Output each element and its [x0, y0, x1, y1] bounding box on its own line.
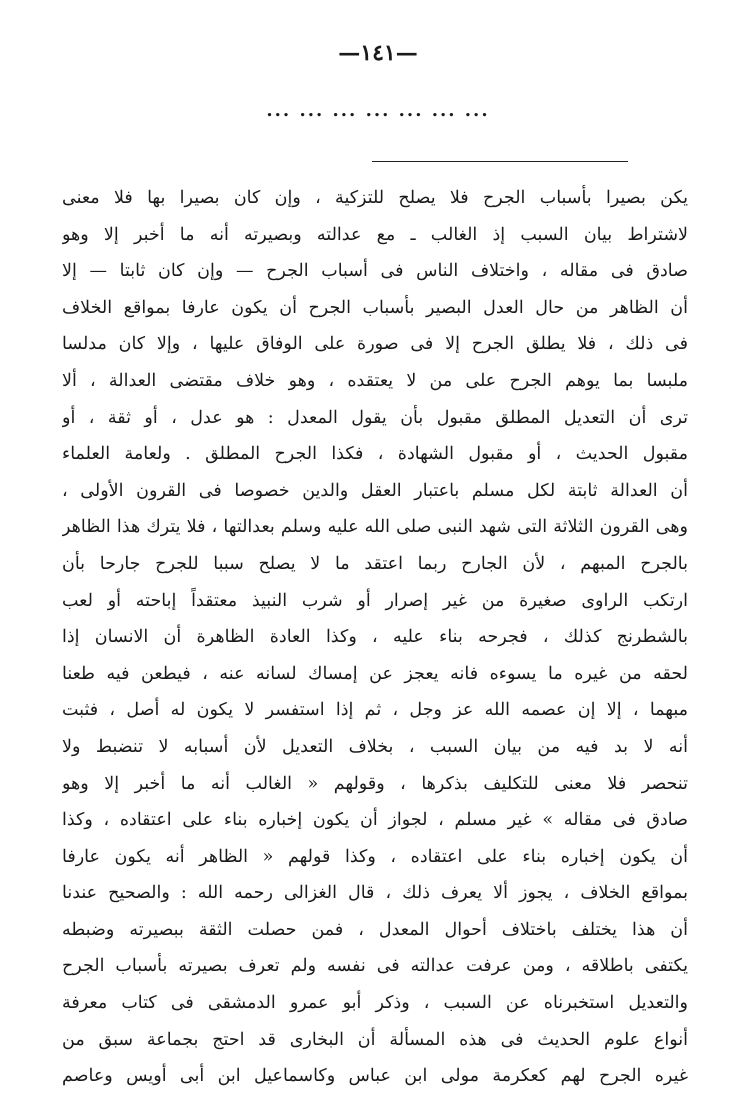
- text-line: غيره الجرح لهم كعكرمة مولى ابن عباس وكاسماعيل ابن أبى أويس وعاصم: [62, 1066, 688, 1087]
- text-line: لحقه من غيره ما يسوءه فانه يعجز عن إمساك لسانه عنه ، فيطعن فيه طعنا: [62, 663, 688, 684]
- text-line: وهى القرون الثلاثة التى شهد النبى صلى الله عليه وسلم بعدالتها ، فلا يترك هذا الظاهر: [62, 517, 688, 538]
- page-number: —١٤١—: [338, 40, 418, 66]
- text-line: مقبول الحديث ، أو مقبول الشهادة ، فكذا الجرح المطلق . ولعامة العلماء: [62, 444, 688, 465]
- text-line: يكتفى باطلاقه ، ومن عرفت عدالته فى نفسه ولم تعرف بصيرته بأسباب الجرح: [62, 956, 688, 977]
- text-line: أن العدالة ثابتة لكل مسلم باعتبار العقل والدين خصوصا فى القرون الأولى ،: [62, 480, 688, 501]
- section-divider: [372, 161, 628, 162]
- text-line: بالشطرنج كذلك ، فجرحه بناء عليه ، وكذا العادة الظاهرة أن الانسان إذا: [62, 627, 688, 648]
- text-line: ملبسا بما يوهم الجرح على من لا يعتقده ، وهو خلاف مقتضى العدالة ، ألا: [62, 370, 688, 391]
- text-line: أن الظاهر من حال العدل البصير بأسباب الجرح أن يكون عارفا بمواقع الخلاف: [62, 297, 688, 318]
- text-line: فى ذلك ، فلا يطلق الجرح إلا فى صورة على الوفاق عليها ، وإلا كان مدلسا: [62, 334, 688, 355]
- text-line: يكن بصيرا بأسباب الجرح فلا يصلح للتزكية ، وإن كان بصيرا بها فلا معنى: [62, 188, 688, 208]
- text-line: ارتكب الراوى صغيرة من غير إصرار أو شرب النبيذ معتقداً إباحته أو لعب: [62, 590, 688, 611]
- text-line: مبهما ، إلا إن عصمه الله عز وجل ، ثم إذا استفسر لا يكون له أصل ، فثبت: [62, 700, 688, 721]
- text-line: بمواقع الخلاف ، يجوز ألا يعرف ذلك ، قال الغزالى رحمه الله : والصحيح عندنا: [62, 883, 688, 904]
- body-text: [62, 180, 688, 1095]
- text-line: أن هذا يختلف باختلاف أحوال المعدل ، فمن حصلت الثقة ببصيرته وضبطه: [62, 919, 688, 940]
- text-line: ترى أن التعديل المطلق مقبول بأن يقول المعدل : هو عدل ، أو ثقة ، أو: [62, 407, 688, 428]
- text-line: لاشتراط بيان السبب إذ الغالب ـ مع عدالته وبصيرته أنه ما أخبر إلا وهو: [62, 224, 688, 245]
- text-line: والتعديل استخبرناه عن السبب ، وذكر أبو عمرو الدمشقى فى كتاب معرفة: [62, 993, 688, 1014]
- ellipsis-separator: ... ... ... ... ... ... ...: [266, 100, 490, 121]
- text-line: بالجرح المبهم ، لأن الجارح ربما اعتقد ما لا يصلح سببا للجرح جارحا بأن: [62, 553, 688, 574]
- text-line: صادق فى مقاله » غير مسلم ، لجواز أن يكون إخباره بناء على اعتقاده ، وكذا: [62, 810, 688, 831]
- text-line: أنه لا بد فيه من بيان السبب ، بخلاف التعديل لأن أسبابه لا تنضبط ولا: [62, 736, 688, 757]
- text-line: أن يكون إخباره بناء على اعتقاده ، وكذا قولهم « الظاهر أنه يكون عارفا: [62, 846, 688, 867]
- text-line: تنحصر فلا معنى للتكليف بذكرها ، وقولهم « الغالب أنه ما أخبر إلا وهو: [62, 773, 688, 794]
- text-line: صادق فى مقاله ، واختلاف الناس فى أسباب الجرح — وإن كان ثابتا — إلا: [62, 261, 688, 282]
- text-line: أنواع علوم الحديث فى هذه المسألة أن البخارى قد احتج بجماعة سبق من: [62, 1029, 688, 1050]
